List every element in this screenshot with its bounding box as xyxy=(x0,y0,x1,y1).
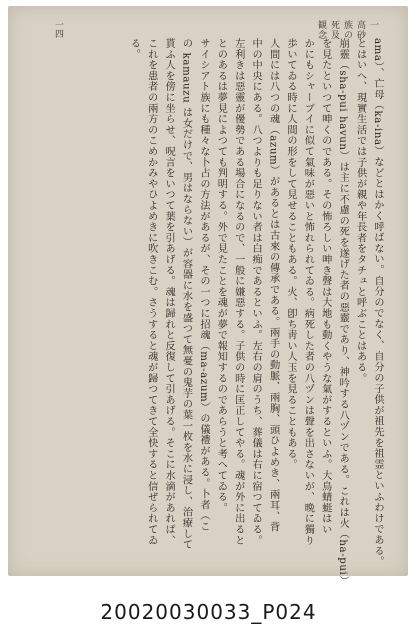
text-column: を見たといつて呻くのである。その怖ろしい呻き聲は大地も動くやうな氣がするといふ。大鳥蜻蜓はい xyxy=(319,38,331,535)
image-caption: 20020030033_P024 xyxy=(100,600,317,624)
text-column: とのあるは夢見によつても判明する。外で見たことを魂が夢で報知するのであらうと考へてゐる。 xyxy=(215,38,227,514)
text-column: とはいへ、現實生活では子供が親や年長者をタチュと呼ぶことはある。 xyxy=(354,38,366,384)
text-column: サイシアト族にも種々な卜占の方法があるが、その一つに招魂（ma-azum）の儀禮がある。卜者（こ xyxy=(197,38,209,532)
text-column: の kamauzu は女だけで、男はならない）が容器に水を盛つて無憂の鬼芋の葉一枚を水に浸し、治療して xyxy=(180,38,192,550)
text-column: 左利きは惡靈が優勢である場合になるので、一般に嫌惡する。子供の時に匡正してやる。魂が外に出ると xyxy=(232,38,244,546)
scanned-book-page xyxy=(8,6,408,587)
text-column: 貰ふ人を傍に坐らせ、呪言をいつて葉を引あげる。魂は歸れと反復して引あげる。そこに水滴があれば、 xyxy=(163,38,175,546)
running-title: 一 高砂族の死及観念 xyxy=(316,20,378,40)
text-column: 歩いてゐる時に人間の形をして見せることもある。火、卽ち靑い人玉を見ることもある。 xyxy=(284,38,296,470)
text-column: 人間には八つの魂（azum）があるとは古來の傳承である。兩手の動脈、兩胸、頭ひよめき、兩耳、背 xyxy=(267,38,279,533)
page-number: 一四 xyxy=(53,20,63,38)
text-column: かにもシャーブイに似て氣味が惡いと怖れられてゐる。病死した者の八ヅンは聲を出さないが、晩に獨り xyxy=(302,38,314,546)
vertical-body-text xyxy=(46,38,386,587)
text-column: 中の中央にある。八つよりも足りない者は白痴であるといふ。左右の肩のうち、葬儀は右に宿つてゐる。 xyxy=(250,38,262,546)
text-column: これを患者の兩方のこめかみやひよめきに吹きこむ。さうすると魂が歸つてきて全快すると信ぜられてゐ xyxy=(145,38,157,546)
text-column: る。 xyxy=(128,38,140,60)
page-header xyxy=(48,20,380,40)
text-column: 崩靈（sha-pui havun）は主に不慮の死を遂げた者の惡靈であり、神吟する八ヅンである。これは火（ha-pui） xyxy=(337,38,349,587)
text-column: ama）、亡母（ka-ina）などとはかく呼ばない。自分のでなく、自分の子供が祖先を祖霊といふわけである。 xyxy=(372,38,383,567)
